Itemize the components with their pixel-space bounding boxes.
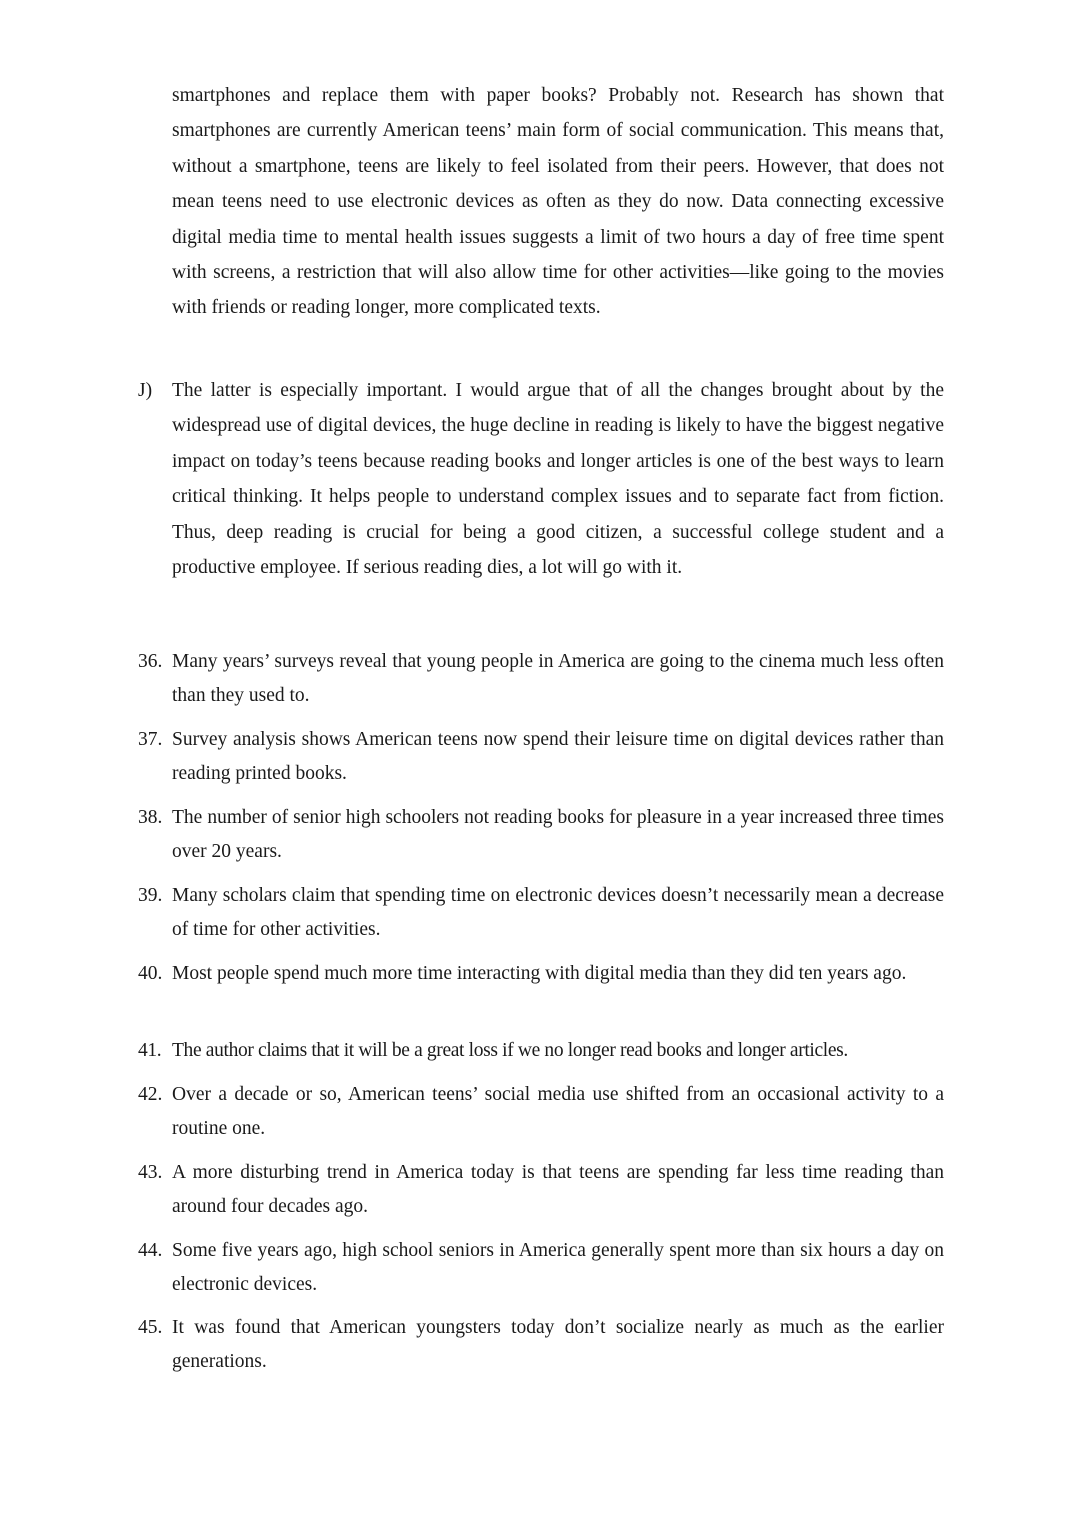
question-text: The author claims that it will be a great loss if we no longer read books and longer articles.	[172, 1040, 848, 1061]
question-45	[138, 1311, 944, 1379]
question-text: Some five years ago, high school seniors in America generally spent more than six hours a day on electronic devices.	[172, 1240, 944, 1295]
question-text: A more disturbing trend in America today is that teens are spending far less time reading than around four decades ago.	[172, 1162, 944, 1217]
question-38	[138, 801, 944, 869]
question-number: 42.	[138, 1084, 163, 1105]
question-text: Over a decade or so, American teens’ social media use shifted from an occasional activity to a routine one.	[172, 1084, 944, 1139]
question-42	[138, 1078, 944, 1146]
question-number: 40.	[138, 963, 163, 984]
question-37	[138, 723, 944, 791]
question-number: 36.	[138, 651, 163, 672]
question-text: Many scholars claim that spending time on electronic devices doesn’t necessarily mean a decrease of time for other activities.	[172, 885, 944, 940]
question-text: Survey analysis shows American teens now spend their leisure time on digital devices rather than reading printed books.	[172, 729, 944, 784]
question-number: 45.	[138, 1317, 163, 1338]
question-number: 39.	[138, 885, 163, 906]
question-43	[138, 1156, 944, 1224]
question-number: 38.	[138, 807, 163, 828]
paragraph-i-continued	[172, 78, 944, 326]
question-40	[138, 957, 944, 991]
question-number: 43.	[138, 1162, 163, 1183]
question-number: 41.	[138, 1040, 162, 1061]
question-41	[138, 1034, 944, 1068]
question-number: 37.	[138, 729, 163, 750]
paragraph-j	[138, 373, 944, 585]
paragraph-j-label: J)	[138, 380, 153, 401]
paragraph-i-text: smartphones and replace them with paper books? Probably not. Research has shown that smartphones are currently American teens’ main form of social communication. This means that, without a smartphone, teens are likely to feel isolated from their peers. However, that does not mean teens need to use electronic devices as often as they do now. Data connecting excessive digital media time to mental health issues suggests a limit of two hours a day of free time spent with screens, a restriction that will also allow time for other activities—like going to the movies with friends or reading longer, more complicated texts.	[172, 85, 944, 319]
question-39	[138, 879, 944, 947]
question-36	[138, 645, 944, 713]
question-text: Most people spend much more time interacting with digital media than they did ten years ago.	[172, 963, 907, 984]
question-text: The number of senior high schoolers not reading books for pleasure in a year increased three times over 20 years.	[172, 807, 944, 862]
faint-watermark	[258, 1452, 820, 1474]
question-text: It was found that American youngsters today don’t socialize nearly as much as the earlier generations.	[172, 1317, 944, 1372]
paragraph-j-text: The latter is especially important. I would argue that of all the changes brought about by the widespread use of digital devices, the huge decline in reading is likely to have the biggest negative impact on today’s teens because reading books and longer articles is one of the best ways to learn critical thinking. It helps people to understand complex issues and to separate fact from fiction. Thus, deep reading is crucial for being a good citizen, a successful college student and a productive employee. If serious reading dies, a lot will go with it.	[172, 380, 944, 579]
question-text: Many years’ surveys reveal that young people in America are going to the cinema much less often than they used to.	[172, 651, 944, 706]
question-number: 44.	[138, 1240, 163, 1261]
question-44	[138, 1234, 944, 1302]
